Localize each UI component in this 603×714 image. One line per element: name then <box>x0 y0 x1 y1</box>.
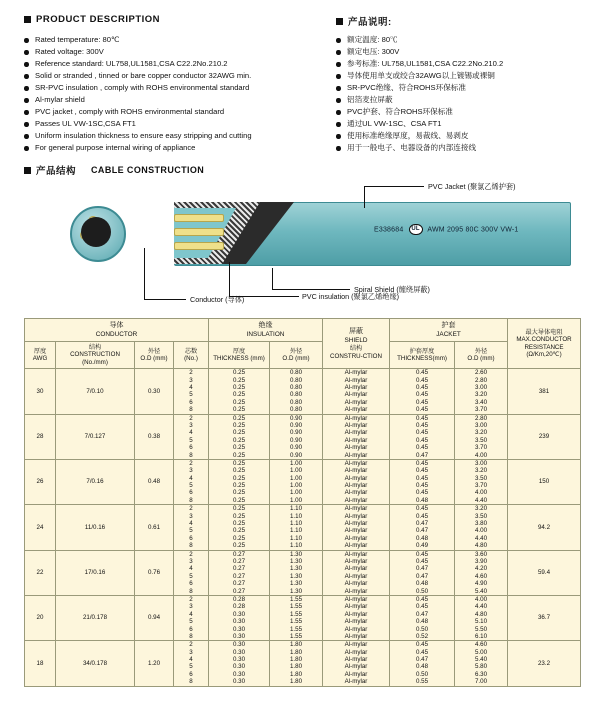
list-item: Passes UL VW-1SC,CSA FT1 <box>24 119 336 129</box>
cell-construction: 17/0.16 <box>56 550 135 595</box>
cell-conductor-od: 0.61 <box>135 505 174 550</box>
cell-insulation-thickness: 0.30 0.30 0.30 0.30 0.30 0.30 <box>209 641 270 686</box>
cell-insulation-thickness: 0.27 0.27 0.27 0.27 0.27 0.27 <box>209 550 270 595</box>
cell-resistance: 239 <box>508 414 581 459</box>
cell-jacket-od: 2.80 3.00 3.20 3.50 3.70 4.00 <box>455 414 508 459</box>
list-item: PVC护套、符合ROHS环保标准 <box>336 107 584 117</box>
subheader-resistance-cn: 最大导体电阻 <box>525 328 563 336</box>
subheader-ins-od <box>270 342 323 369</box>
subheader-ins-thickness <box>209 342 270 369</box>
cell-awg: 30 <box>25 369 56 414</box>
group-header-shield <box>323 319 390 369</box>
cell-awg: 22 <box>25 550 56 595</box>
list-item: Rated temperature: 80℃ <box>24 35 336 45</box>
cable-construction-diagram <box>24 182 584 312</box>
cell-conductor-od: 0.30 <box>135 369 174 414</box>
label-conductor: Conductor (导体) <box>190 295 245 304</box>
cell-cores: 2 3 4 5 6 8 <box>174 595 209 640</box>
subheader-cores-en: (No.) <box>184 355 198 363</box>
table-row <box>25 414 581 459</box>
subheader-cores <box>174 342 209 369</box>
subheader-ins-od-en: O.D (mm) <box>282 355 310 363</box>
conductor-core <box>174 242 224 250</box>
subheader-construction-en: CONSTRUCTION (No./mm) <box>70 351 120 366</box>
list-item: 用于一般电子、电器设备的内部连接线 <box>336 143 584 153</box>
bullet-square-icon <box>24 16 31 23</box>
group-header-insulation <box>209 319 323 342</box>
subheader-ins-thk-cn: 厚度 <box>232 347 246 355</box>
awm-rating-text: AWM 2095 80C 300V VW-1 <box>427 226 519 234</box>
conductor-core <box>174 214 224 222</box>
cell-insulation-od: 1.80 1.80 1.80 1.80 1.80 1.80 <box>270 641 323 686</box>
subheader-cond-od <box>135 342 174 369</box>
cell-shield: Al-mylar Al-mylar Al-mylar Al-mylar Al-mylar Al-mylar <box>323 505 390 550</box>
cell-construction: 7/0.10 <box>56 369 135 414</box>
group-header-conductor-cn: 导体 <box>109 322 124 329</box>
cell-cores: 2 3 4 5 6 8 <box>174 505 209 550</box>
group-header-insulation-en: INSULATION <box>246 331 285 338</box>
list-item: 额定电压: 300V <box>336 47 584 57</box>
list-item: Uniform insulation thickness to ensure easy stripping and cutting <box>24 131 336 141</box>
subheader-construction <box>56 342 135 369</box>
cell-conductor-od: 0.94 <box>135 595 174 640</box>
leader-line <box>272 289 350 290</box>
file-number: E338684 <box>374 226 404 234</box>
conductor-core <box>174 228 224 236</box>
subheader-cond-od-cn: 外径 <box>147 347 161 355</box>
description-en-title: PRODUCT DESCRIPTION <box>36 14 161 25</box>
cable-spec-table <box>24 318 581 687</box>
cable-print-legend <box>374 224 519 235</box>
cell-insulation-thickness: 0.25 0.25 0.25 0.25 0.25 0.25 <box>209 505 270 550</box>
cell-conductor-od: 0.48 <box>135 459 174 504</box>
subheader-awg-cn: 厚度 <box>33 347 47 355</box>
group-header-conductor <box>25 319 209 342</box>
cell-shield: Al-mylar Al-mylar Al-mylar Al-mylar Al-mylar Al-mylar <box>323 550 390 595</box>
cell-cores: 2 3 4 5 6 8 <box>174 414 209 459</box>
cell-construction: 7/0.16 <box>56 459 135 504</box>
subheader-jkt-od-cn: 外径 <box>474 347 488 355</box>
label-spiral-shield: Spiral Shield (缠绕屏蔽) <box>354 285 430 294</box>
leader-line <box>364 186 424 187</box>
cell-insulation-od: 0.90 0.90 0.90 0.90 0.90 0.90 <box>270 414 323 459</box>
cell-jacket-od: 4.00 4.40 4.80 5.10 5.50 6.10 <box>455 595 508 640</box>
cell-shield: Al-mylar Al-mylar Al-mylar Al-mylar Al-mylar Al-mylar <box>323 459 390 504</box>
subheader-shield-cn: 结构 <box>349 345 363 353</box>
subheader-shield-en: CONSTRU-CTION <box>330 352 382 360</box>
list-item: SR-PVC绝缘、符合ROHS环保标准 <box>336 83 584 93</box>
subheader-awg <box>25 342 56 369</box>
cell-jacket-thickness: 0.45 0.45 0.47 0.48 0.50 0.52 <box>390 595 455 640</box>
cell-jacket-thickness: 0.45 0.45 0.45 0.45 0.45 0.45 <box>390 369 455 414</box>
cell-jacket-od: 3.00 3.20 3.50 3.70 4.00 4.40 <box>455 459 508 504</box>
cell-insulation-od: 1.10 1.10 1.10 1.10 1.10 1.10 <box>270 505 323 550</box>
subheader-construction-cn: 结构 <box>88 344 102 351</box>
description-en-list <box>24 35 336 153</box>
list-item: 参考标准: UL758,UL1581,CSA C22.2No.210.2 <box>336 59 584 69</box>
cell-resistance: 36.7 <box>508 595 581 640</box>
subheader-jkt-thickness <box>390 342 455 369</box>
description-en-heading <box>24 14 336 25</box>
subheader-jkt-od <box>455 342 508 369</box>
group-header-conductor-en: CONDUCTOR <box>95 331 138 338</box>
construction-en-title: CABLE CONSTRUCTION <box>91 165 205 175</box>
cell-construction: 21/0.178 <box>56 595 135 640</box>
cell-construction: 7/0.127 <box>56 414 135 459</box>
cell-resistance: 23.2 <box>508 641 581 686</box>
cell-cores: 2 3 4 5 6 8 <box>174 459 209 504</box>
cell-resistance: 381 <box>508 369 581 414</box>
leader-line <box>144 299 186 300</box>
cell-jacket-od: 4.60 5.00 5.40 5.80 6.30 7.00 <box>455 641 508 686</box>
cable-cross-section-icon <box>70 206 126 262</box>
list-item: Rated voltage: 300V <box>24 47 336 57</box>
subheader-jkt-thk-cn: 护套厚度 <box>409 347 435 355</box>
table-sub-header-row <box>25 342 581 369</box>
leader-line <box>272 268 273 290</box>
cell-awg: 24 <box>25 505 56 550</box>
cell-insulation-thickness: 0.25 0.25 0.25 0.25 0.25 0.25 <box>209 459 270 504</box>
cell-jacket-od: 3.20 3.50 3.80 4.00 4.40 4.80 <box>455 505 508 550</box>
cell-conductor-od: 1.20 <box>135 641 174 686</box>
cell-construction: 34/0.178 <box>56 641 135 686</box>
table-row <box>25 505 581 550</box>
list-item: 通过UL VW-1SC、CSA FT1 <box>336 119 584 129</box>
label-pvc-jacket: PVC Jacket (聚氯乙烯护套) <box>428 182 516 191</box>
list-item: 铝箔麦拉屏蔽 <box>336 95 584 105</box>
table-row <box>25 550 581 595</box>
construction-heading <box>24 163 204 177</box>
subheader-jkt-thk-en: THICKNESS(mm) <box>397 355 447 363</box>
list-item: 额定温度: 80℃ <box>336 35 584 45</box>
core-dot <box>88 216 98 226</box>
bullet-square-icon <box>336 18 343 25</box>
description-cn-list <box>336 35 584 153</box>
cell-insulation-thickness: 0.28 0.28 0.30 0.30 0.30 0.30 <box>209 595 270 640</box>
cell-jacket-thickness: 0.45 0.45 0.47 0.47 0.48 0.50 <box>390 550 455 595</box>
cell-jacket-thickness: 0.45 0.45 0.45 0.45 0.45 0.48 <box>390 459 455 504</box>
list-item: PVC jacket , comply with ROHS environmental standard <box>24 107 336 117</box>
list-item: SR-PVC insulation , comply with ROHS environmental standard <box>24 83 336 93</box>
leader-line <box>229 262 230 297</box>
label-pvc-insulation: PVC insulation (聚氯乙烯绝缘) <box>302 292 400 301</box>
list-item: For general purpose internal wiring of appliance <box>24 143 336 153</box>
core-dot <box>80 230 90 240</box>
table-row <box>25 369 581 414</box>
bullet-square-icon <box>24 167 31 174</box>
cell-shield: Al-mylar Al-mylar Al-mylar Al-mylar Al-mylar Al-mylar <box>323 595 390 640</box>
cell-awg: 18 <box>25 641 56 686</box>
ul-logo-icon: UL <box>409 224 423 235</box>
cell-awg: 26 <box>25 459 56 504</box>
group-header-jacket-en: JACKET <box>436 331 461 338</box>
group-header-jacket <box>390 319 508 342</box>
description-cn-title: 产品说明: <box>348 17 392 28</box>
cell-resistance: 59.4 <box>508 550 581 595</box>
group-header-shield-en: SHIELD <box>344 337 368 345</box>
subheader-ins-thk-en: THICKNESS (mm) <box>213 355 265 363</box>
table-row <box>25 595 581 640</box>
list-item: Al-mylar shield <box>24 95 336 105</box>
list-item: 使用标准绝缘厚度，易裁线、易剥皮 <box>336 131 584 141</box>
cell-insulation-thickness: 0.25 0.25 0.25 0.25 0.25 0.25 <box>209 414 270 459</box>
cell-awg: 20 <box>25 595 56 640</box>
cell-insulation-od: 1.00 1.00 1.00 1.00 1.00 1.00 <box>270 459 323 504</box>
cell-cores: 2 3 4 5 6 8 <box>174 550 209 595</box>
table-body <box>25 369 581 686</box>
cell-cores: 2 3 4 5 6 8 <box>174 641 209 686</box>
product-description-section <box>24 14 584 155</box>
cell-shield: Al-mylar Al-mylar Al-mylar Al-mylar Al-mylar Al-mylar <box>323 414 390 459</box>
leader-line <box>144 248 145 300</box>
core-dot <box>96 230 106 240</box>
list-item: 导体使用单支或绞合32AWG以上镀锡或裸铜 <box>336 71 584 81</box>
cell-jacket-thickness: 0.45 0.45 0.45 0.45 0.45 0.47 <box>390 414 455 459</box>
cell-insulation-od: 0.80 0.80 0.80 0.80 0.80 0.80 <box>270 369 323 414</box>
description-cn-heading <box>336 14 584 28</box>
subheader-cond-od-en: O.D (mm) <box>140 355 168 363</box>
cell-resistance: 94.2 <box>508 505 581 550</box>
table-row <box>25 641 581 686</box>
list-item: Solid or stranded , tinned or bare copper conductor 32AWG min. <box>24 71 336 81</box>
cell-resistance: 150 <box>508 459 581 504</box>
cell-shield: Al-mylar Al-mylar Al-mylar Al-mylar Al-mylar Al-mylar <box>323 641 390 686</box>
subheader-ins-od-cn: 外径 <box>289 347 303 355</box>
cell-jacket-thickness: 0.45 0.45 0.47 0.47 0.48 0.49 <box>390 505 455 550</box>
subheader-resistance-en: MAX.CONDUCTOR RESISTANCE (Ω/Km,20℃) <box>516 336 572 359</box>
cell-insulation-od: 1.55 1.55 1.55 1.55 1.55 1.55 <box>270 595 323 640</box>
cell-jacket-od: 3.60 3.90 4.20 4.60 4.90 5.40 <box>455 550 508 595</box>
cell-shield: Al-mylar Al-mylar Al-mylar Al-mylar Al-mylar Al-mylar <box>323 369 390 414</box>
table-group-header-row <box>25 319 581 342</box>
cell-conductor-od: 0.76 <box>135 550 174 595</box>
cell-construction: 11/0.16 <box>56 505 135 550</box>
cell-cores: 2 3 4 5 6 8 <box>174 369 209 414</box>
construction-cn-title: 产品结构 <box>36 166 77 177</box>
group-header-shield-cn: 屏蔽 <box>349 328 363 336</box>
leader-line <box>364 186 365 208</box>
group-header-jacket-cn: 护套 <box>441 322 456 329</box>
cell-awg: 28 <box>25 414 56 459</box>
cell-conductor-od: 0.38 <box>135 414 174 459</box>
cell-jacket-od: 2.60 2.80 3.00 3.20 3.40 3.70 <box>455 369 508 414</box>
cable-conductors <box>174 212 222 254</box>
cell-insulation-thickness: 0.25 0.25 0.25 0.25 0.25 0.25 <box>209 369 270 414</box>
subheader-cores-cn: 芯数 <box>184 347 198 355</box>
subheader-jkt-od-en: O.D (mm) <box>467 355 495 363</box>
cell-insulation-od: 1.30 1.30 1.30 1.30 1.30 1.30 <box>270 550 323 595</box>
table-row <box>25 459 581 504</box>
list-item: Reference standard: UL758,UL1581,CSA C22.2No.210.2 <box>24 59 336 69</box>
group-header-insulation-cn: 绝缘 <box>258 322 273 329</box>
cell-jacket-thickness: 0.45 0.45 0.47 0.48 0.50 0.55 <box>390 641 455 686</box>
group-header-resistance <box>508 319 581 369</box>
subheader-awg-en: AWG <box>32 355 48 363</box>
